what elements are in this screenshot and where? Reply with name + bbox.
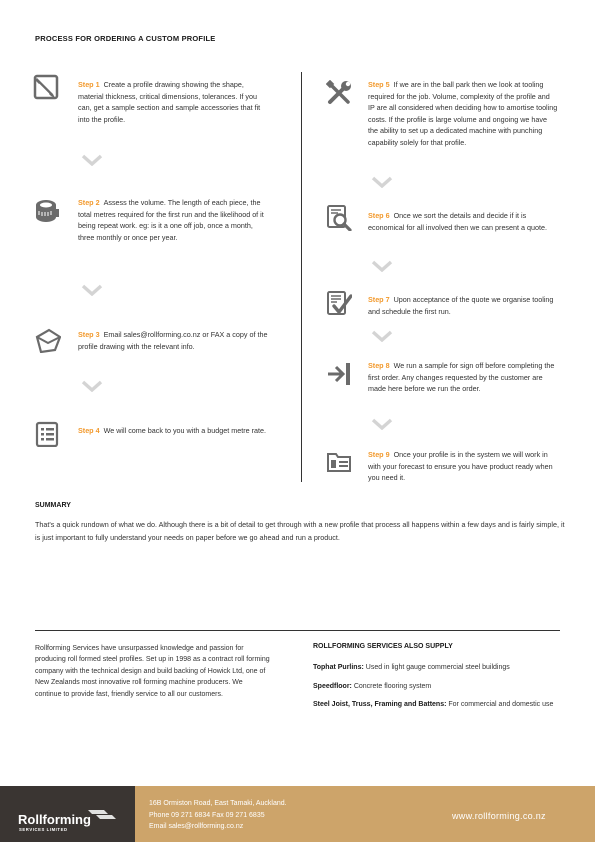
logo-text: Rollforming xyxy=(18,812,91,827)
also-supply-item xyxy=(313,681,563,692)
phone-fax-line: Phone 09 271 6834 Fax 09 271 6835 xyxy=(149,811,265,819)
step-8 xyxy=(368,360,558,395)
footer-address xyxy=(149,798,287,833)
step-label: Step 5 xyxy=(368,80,390,89)
chevron-down-icon xyxy=(371,330,393,342)
chevron-down-icon xyxy=(371,418,393,430)
arrow-into-bar-icon xyxy=(326,361,352,387)
also-supply-heading: ROLLFORMING SERVICES ALSO SUPPLY xyxy=(313,643,453,650)
step-label: Step 6 xyxy=(368,211,390,220)
summary-text: That's a quick rundown of what we do. Although there is a bit of detail to get through with a new profile that process all happens within a few days and is fairly simple, it is just important to fully understand your needs on paper before we go ahead and run a product. xyxy=(35,520,565,542)
step-5 xyxy=(368,79,558,149)
step-label: Step 8 xyxy=(368,361,390,370)
step-text: Once we sort the details and decide if it is economical for all involved then we can present a quote. xyxy=(368,211,547,232)
item-desc: Concrete flooring system xyxy=(353,683,432,690)
summary-heading: SUMMARY xyxy=(35,502,71,509)
step-label: Step 1 xyxy=(78,80,100,89)
list-document-icon xyxy=(34,421,60,447)
folder-document-icon xyxy=(326,448,352,474)
column-divider xyxy=(301,72,302,482)
step-text: If we are in the ball park then we look at tooling required for the job. Volume, complexity of the profile and IP are all considered when deciding how to amortise tooling costs. If the profile is large volume and ongoing we have the ability to set up a dedicated machine with punching capability solely for that profile. xyxy=(368,80,558,147)
chevron-down-icon xyxy=(81,154,103,166)
logo-subtext: SERVICES LIMITED xyxy=(19,827,68,832)
company-logo xyxy=(18,808,120,834)
step-label: Step 9 xyxy=(368,450,390,459)
tape-measure-icon xyxy=(34,197,60,223)
pencil-drawing-icon xyxy=(33,74,59,100)
section-divider xyxy=(35,630,560,631)
also-supply-item xyxy=(313,699,563,710)
step-text: Upon acceptance of the quote we organise tooling and schedule the first run. xyxy=(368,295,554,316)
also-supply-item xyxy=(313,662,563,673)
envelope-icon xyxy=(35,327,61,353)
chevron-down-icon xyxy=(81,284,103,296)
step-4 xyxy=(78,425,273,437)
step-6 xyxy=(368,210,558,233)
chevron-down-icon xyxy=(371,176,393,188)
item-name: Tophat Purlins: xyxy=(313,664,364,671)
step-3 xyxy=(78,329,273,352)
step-1 xyxy=(78,79,268,125)
step-text: Email sales@rollforming.co.nz or FAX a copy of the profile drawing with the relevant info. xyxy=(78,330,268,351)
address-line: 16B Ormiston Road, East Tamaki, Auckland. xyxy=(149,800,287,807)
item-desc: For commercial and domestic use xyxy=(448,701,554,708)
checkmark-document-icon xyxy=(326,290,352,316)
step-label: Step 7 xyxy=(368,295,390,304)
step-label: Step 4 xyxy=(78,426,100,435)
step-text: Once your profile is in the system we will work in with your forecast to ensure you have product ready when you need it. xyxy=(368,450,553,483)
step-text: Assess the volume. The length of each piece, the total metres required for the first run and the likelihood of it being repeat work. eg: is it a one off job, once a month, three monthly or once per year. xyxy=(78,198,264,242)
step-label: Step 3 xyxy=(78,330,100,339)
website-link[interactable]: www.rollforming.co.nz xyxy=(452,811,546,821)
page-title: PROCESS FOR ORDERING A CUSTOM PROFILE xyxy=(35,34,216,43)
email-line[interactable]: Email sales@rollforming.co.nz xyxy=(149,823,244,831)
chevron-down-icon xyxy=(81,380,103,392)
step-9 xyxy=(368,449,558,484)
step-7 xyxy=(368,294,558,317)
step-text: We will come back to you with a budget metre rate. xyxy=(103,426,267,435)
step-text: Create a profile drawing showing the shape, material thickness, critical dimensions, tolerances. If you can, get a sample section and sample accessories that fit into the profile. xyxy=(78,80,261,124)
step-2 xyxy=(78,197,270,243)
item-desc: Used in light gauge commercial steel buildings xyxy=(365,664,510,671)
wrench-screwdriver-icon xyxy=(326,80,352,106)
about-text: Rollforming Services have unsurpassed knowledge and passion for producing roll formed steel profiles. Set up in 1998 as a contract roll forming company with the technical design and build backing of Howick Ltd, one of New Zealands most innovative roll forming machine producers. We continue to provide fast, friendly service to all our customers. xyxy=(35,645,270,698)
item-name: Steel Joist, Truss, Framing and Battens: xyxy=(313,701,447,708)
step-text: We run a sample for sign off before completing the first order. Any changes requested by the customer are made here before we run the order. xyxy=(368,361,555,394)
chevron-down-icon xyxy=(371,260,393,272)
magnifier-document-icon xyxy=(326,205,352,231)
item-name: Speedfloor: xyxy=(313,683,352,690)
step-label: Step 2 xyxy=(78,198,100,207)
